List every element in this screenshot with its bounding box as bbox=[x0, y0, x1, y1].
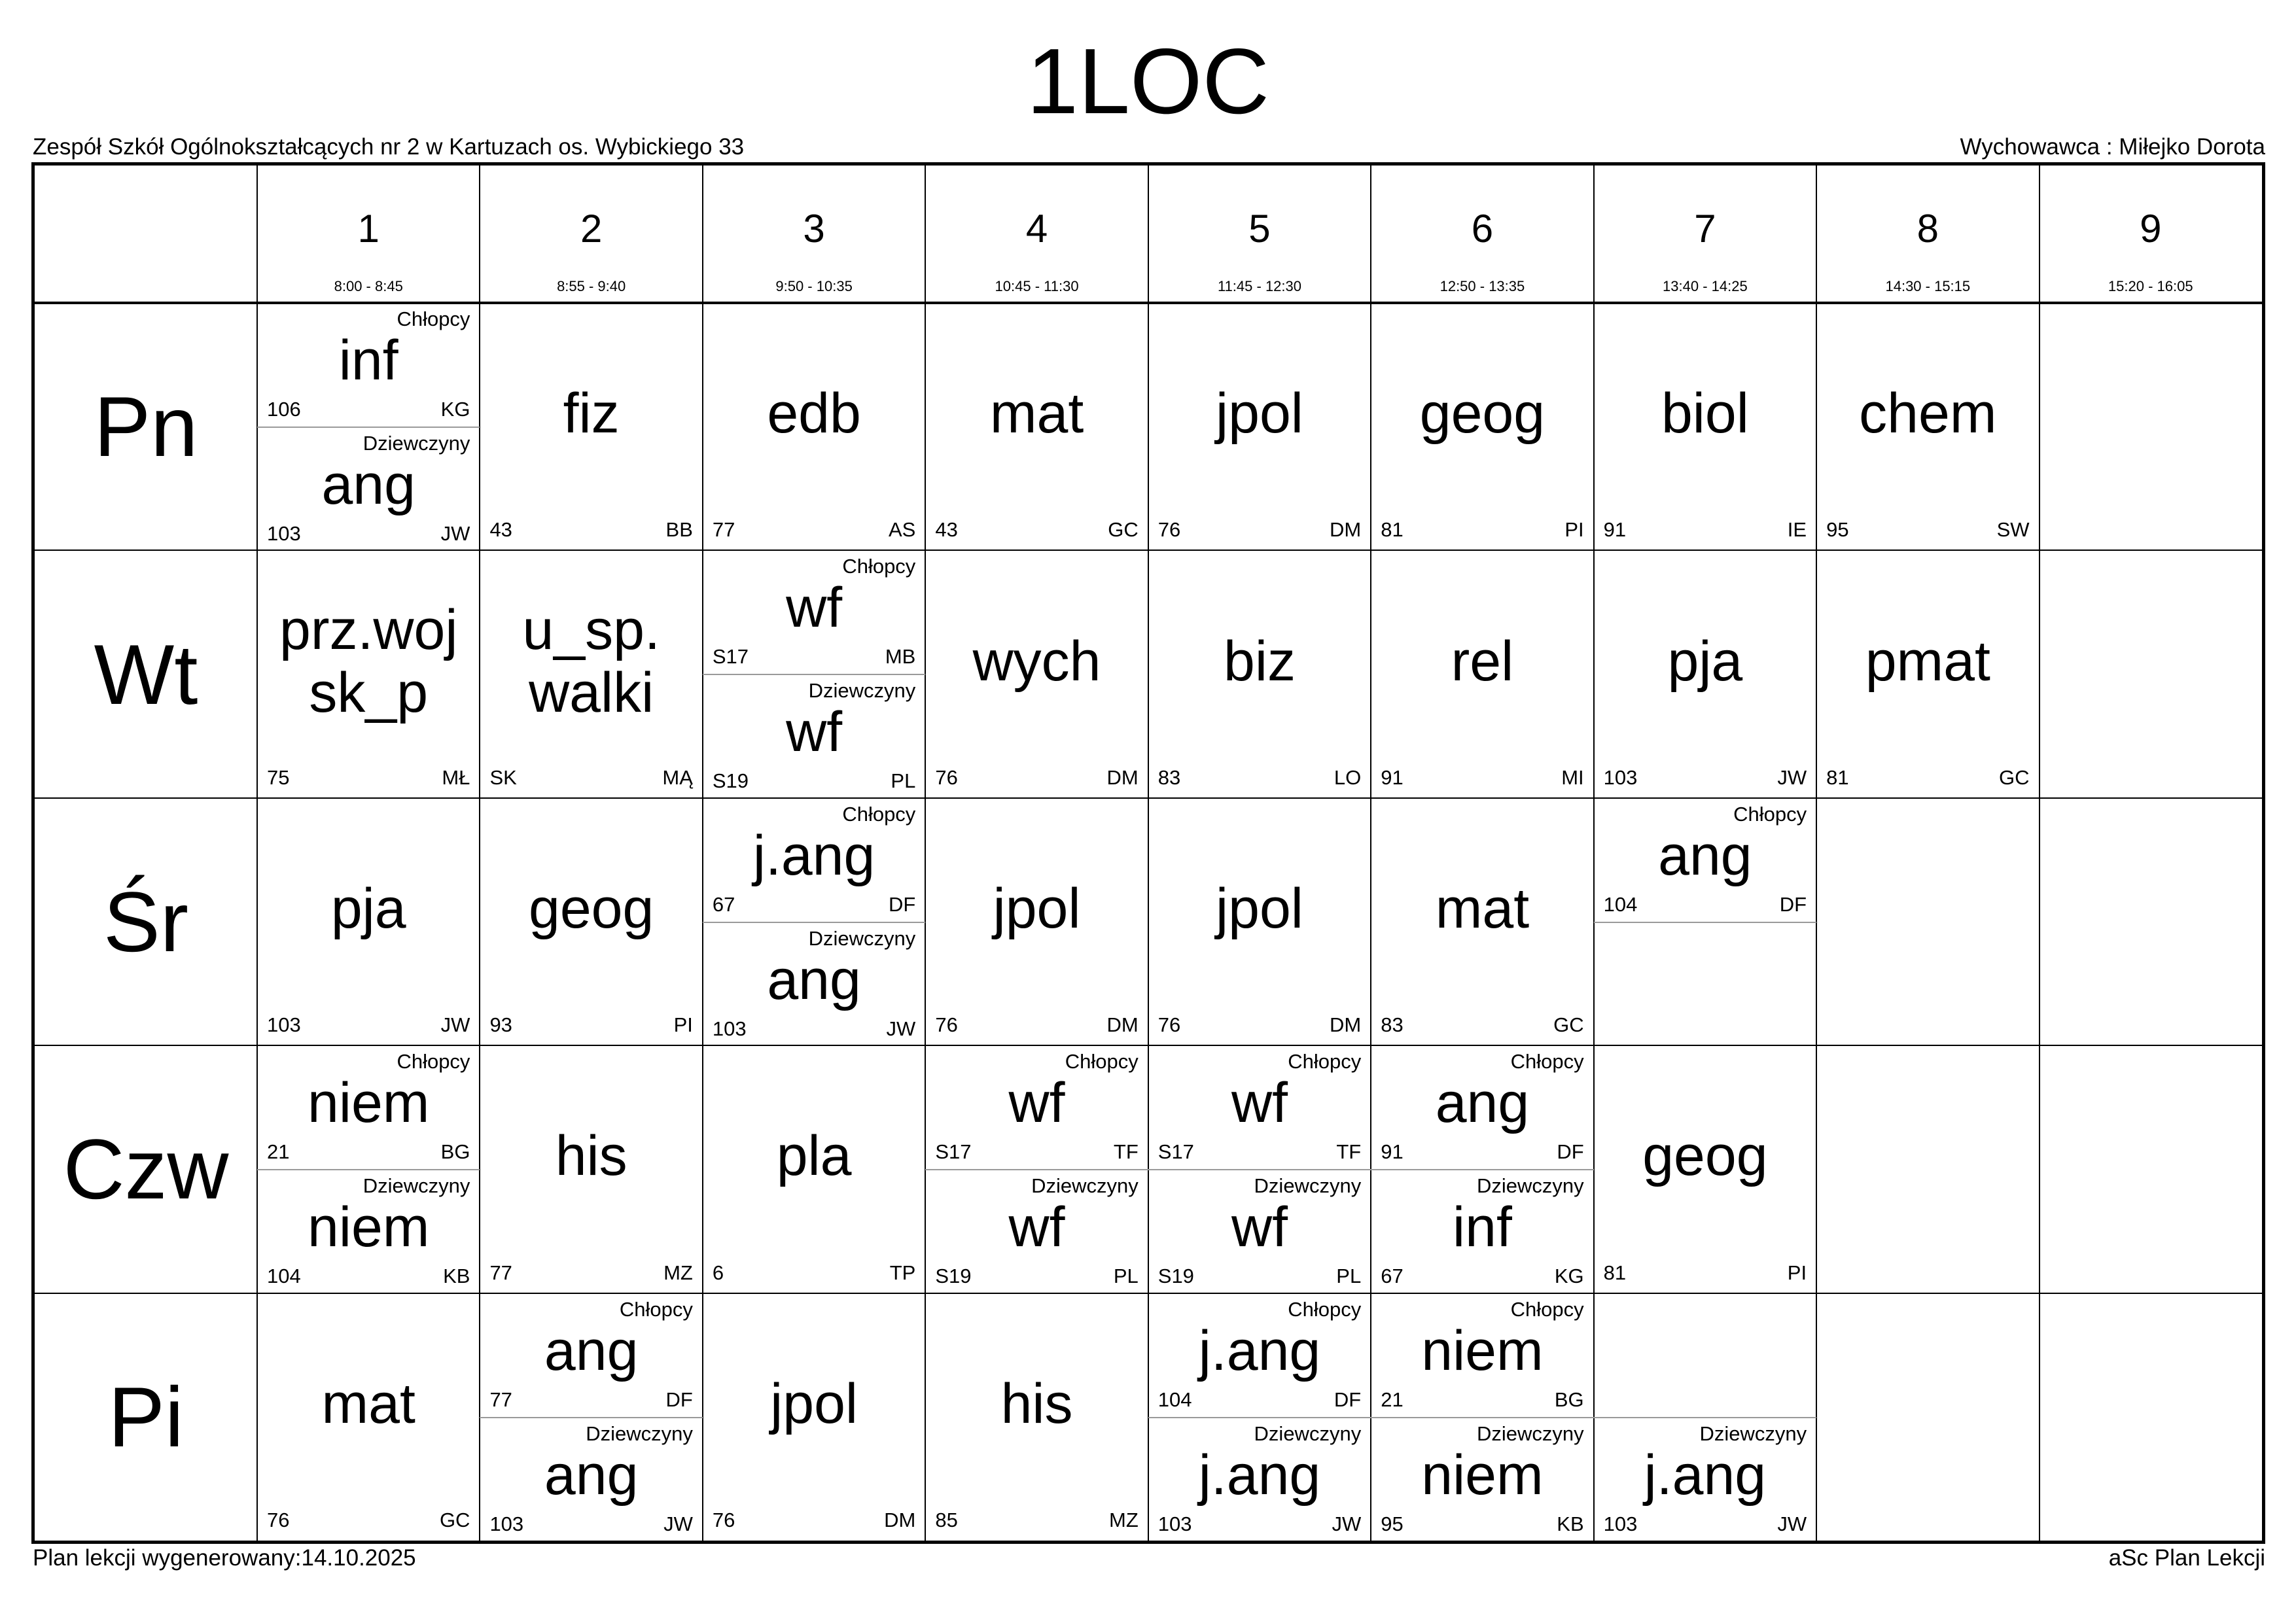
teacher-code: PL bbox=[891, 769, 916, 793]
subject-name: ang bbox=[1658, 824, 1752, 887]
lesson-cell bbox=[1816, 303, 2039, 550]
lesson-cell bbox=[1371, 303, 1593, 550]
group-label: Dziewczyny bbox=[1699, 1422, 1807, 1445]
lesson-cell bbox=[1371, 550, 1593, 797]
subject-name: jpol bbox=[1216, 382, 1303, 445]
subject-name: niem bbox=[308, 1196, 430, 1259]
group-lesson bbox=[1148, 1418, 1371, 1542]
group-lesson bbox=[1371, 1293, 1593, 1418]
room-number: 43 bbox=[935, 518, 958, 542]
empty-cell bbox=[2040, 1293, 2262, 1541]
room-number: S17 bbox=[1157, 1140, 1194, 1164]
group-label: Dziewczyny bbox=[1254, 1422, 1362, 1445]
teacher-code: PI bbox=[1787, 1261, 1807, 1284]
teacher-code: DF bbox=[888, 892, 916, 916]
subject-name: biol bbox=[1661, 382, 1749, 445]
teacher-code: JW bbox=[1777, 1512, 1807, 1535]
lesson-cell bbox=[925, 798, 1148, 1045]
period-time: 12:50 - 13:35 bbox=[1439, 278, 1525, 294]
room-number: 83 bbox=[1381, 1013, 1404, 1037]
subject-name: his bbox=[1000, 1372, 1073, 1435]
lesson-cell bbox=[257, 550, 480, 797]
subject-name: fiz bbox=[563, 382, 620, 445]
teacher-code: TF bbox=[1336, 1140, 1362, 1164]
room-number: SK bbox=[489, 765, 517, 789]
day-label: Wt bbox=[94, 626, 198, 722]
room-number: S17 bbox=[712, 645, 749, 669]
period-number: 6 bbox=[1471, 207, 1494, 251]
group-lesson bbox=[257, 427, 480, 551]
empty-cell bbox=[2040, 303, 2262, 550]
group-label: Dziewczyny bbox=[586, 1422, 693, 1445]
teacher-code: DF bbox=[1779, 892, 1807, 916]
teacher-code: MB bbox=[885, 645, 916, 669]
subject-name: edb bbox=[767, 382, 861, 445]
teacher-code: JW bbox=[886, 1017, 916, 1040]
group-lesson bbox=[480, 1293, 702, 1418]
group-label: Dziewczyny bbox=[1477, 1174, 1584, 1198]
room-number: S19 bbox=[712, 769, 749, 793]
group-lesson bbox=[257, 1045, 480, 1170]
subject-name: wf bbox=[1231, 1196, 1288, 1259]
group-label: Dziewczyny bbox=[1254, 1174, 1362, 1198]
group-label: Chłopcy bbox=[842, 555, 916, 578]
lesson-cell bbox=[1371, 798, 1593, 1045]
teacher-code: DF bbox=[1557, 1140, 1584, 1164]
period-time: 8:00 - 8:45 bbox=[334, 278, 403, 294]
subject-name: ang bbox=[544, 1319, 639, 1382]
lesson-cell bbox=[1594, 1293, 1816, 1541]
group-label: Chłopcy bbox=[842, 802, 916, 826]
teacher-code: MĄ bbox=[662, 765, 693, 789]
teacher-code: MŁ bbox=[442, 765, 470, 789]
subject-name: geog bbox=[528, 877, 654, 940]
teacher-code: GC bbox=[1553, 1013, 1584, 1037]
day-label: Czw bbox=[63, 1121, 229, 1217]
group-lesson bbox=[1371, 1418, 1593, 1542]
room-number: 104 bbox=[1157, 1387, 1192, 1411]
subject-name: wf bbox=[1008, 1072, 1065, 1135]
day-cell bbox=[35, 798, 257, 1045]
teacher-code: KG bbox=[440, 398, 470, 421]
teacher-code: DM bbox=[1106, 1013, 1139, 1037]
subject-name: u_sp. walki bbox=[522, 598, 660, 724]
group-lesson bbox=[1371, 1170, 1593, 1294]
empty-cell bbox=[1816, 798, 2039, 1045]
generated-date: Plan lekcji wygenerowany:14.10.2025 bbox=[33, 1545, 416, 1571]
teacher-code: DF bbox=[1333, 1387, 1362, 1411]
period-number: 1 bbox=[357, 207, 380, 251]
teacher-code: DM bbox=[1329, 1013, 1362, 1037]
period-time: 15:20 - 16:05 bbox=[2108, 278, 2193, 294]
teacher-code: JW bbox=[663, 1512, 693, 1535]
subject-name: biz bbox=[1224, 629, 1296, 693]
teacher-code: JW bbox=[1777, 765, 1807, 789]
subject-name: mat bbox=[1435, 877, 1530, 940]
period-number: 2 bbox=[580, 207, 603, 251]
teacher-code: DM bbox=[1106, 765, 1139, 789]
room-number: 103 bbox=[489, 1512, 524, 1535]
lesson-cell bbox=[1148, 303, 1371, 550]
room-number: 76 bbox=[935, 1013, 958, 1037]
room-number: 103 bbox=[712, 1017, 747, 1040]
room-number: 6 bbox=[712, 1261, 724, 1284]
group-lesson bbox=[925, 1045, 1148, 1170]
room-number: S19 bbox=[935, 1265, 972, 1288]
teacher-code: GC bbox=[1108, 518, 1139, 542]
room-number: 95 bbox=[1826, 518, 1849, 542]
teacher-code: BG bbox=[1554, 1387, 1584, 1411]
period-time: 14:30 - 15:15 bbox=[1885, 278, 1971, 294]
teacher-code: KB bbox=[443, 1265, 470, 1288]
teacher-code: PL bbox=[1336, 1265, 1362, 1288]
lesson-cell bbox=[480, 550, 702, 797]
room-number: 95 bbox=[1381, 1512, 1404, 1535]
group-label: Chłopcy bbox=[1510, 1050, 1584, 1073]
period-header bbox=[257, 166, 480, 303]
teacher-code: PI bbox=[673, 1013, 693, 1037]
room-number: 104 bbox=[1603, 892, 1638, 916]
lesson-cell bbox=[703, 1045, 925, 1293]
subject-name: pja bbox=[1667, 629, 1743, 693]
teacher-code: AS bbox=[888, 518, 916, 542]
subject-name: j.ang bbox=[752, 824, 875, 887]
subject-name: pja bbox=[330, 877, 406, 940]
lesson-cell bbox=[257, 798, 480, 1045]
subject-name: niem bbox=[1421, 1319, 1544, 1382]
room-number: 77 bbox=[489, 1261, 512, 1284]
teacher-code: DM bbox=[1329, 518, 1362, 542]
group-lesson bbox=[703, 798, 925, 922]
lesson-cell bbox=[1594, 303, 1816, 550]
subject-name: prz.woj sk_p bbox=[279, 598, 458, 724]
period-header bbox=[1816, 166, 2039, 303]
group-lesson bbox=[1594, 1418, 1816, 1542]
room-number: 21 bbox=[267, 1140, 290, 1164]
timetable-grid bbox=[31, 162, 2265, 1544]
subject-name: ang bbox=[544, 1443, 639, 1507]
teacher-code: DF bbox=[665, 1387, 693, 1411]
period-number: 5 bbox=[1248, 207, 1271, 251]
period-header bbox=[1594, 166, 1816, 303]
group-label: Chłopcy bbox=[1288, 1297, 1362, 1321]
room-number: 91 bbox=[1381, 765, 1404, 789]
lesson-cell bbox=[925, 1293, 1148, 1541]
room-number: 75 bbox=[267, 765, 290, 789]
subject-name: chem bbox=[1859, 382, 1997, 445]
room-number: 81 bbox=[1381, 518, 1404, 542]
room-number: 76 bbox=[712, 1508, 735, 1531]
subject-name: wych bbox=[972, 629, 1101, 693]
group-lesson bbox=[1148, 1045, 1371, 1170]
teacher-code: SW bbox=[1996, 518, 2030, 542]
page-title: 1LOC bbox=[1027, 29, 1269, 133]
group-lesson bbox=[703, 674, 925, 799]
lesson-cell bbox=[703, 303, 925, 550]
lesson-cell bbox=[257, 303, 480, 550]
room-number: 104 bbox=[267, 1265, 301, 1288]
room-number: 83 bbox=[1157, 765, 1181, 789]
room-number: 77 bbox=[489, 1387, 512, 1411]
period-time: 11:45 - 12:30 bbox=[1217, 278, 1301, 294]
day-cell bbox=[35, 550, 257, 797]
room-number: 106 bbox=[267, 398, 301, 421]
subject-name: j.ang bbox=[1198, 1319, 1321, 1382]
teacher-code: MI bbox=[1561, 765, 1584, 789]
school-name: Zespół Szkół Ogólnokształcących nr 2 w Kartuzach os. Wybickiego 33 bbox=[33, 134, 745, 160]
lesson-cell bbox=[480, 303, 702, 550]
teacher-code: BG bbox=[440, 1140, 470, 1164]
teacher-code: BB bbox=[665, 518, 693, 542]
period-time: 10:45 - 11:30 bbox=[995, 278, 1079, 294]
group-label: Chłopcy bbox=[619, 1297, 693, 1321]
group-label: Dziewczyny bbox=[362, 1174, 470, 1198]
period-header bbox=[480, 166, 702, 303]
lesson-cell bbox=[480, 1293, 702, 1541]
room-number: 76 bbox=[267, 1508, 290, 1531]
lesson-cell bbox=[1816, 550, 2039, 797]
teacher-code: GC bbox=[439, 1508, 470, 1531]
room-number: 43 bbox=[489, 518, 512, 542]
lesson-cell bbox=[1148, 550, 1371, 797]
period-header bbox=[1148, 166, 1371, 303]
period-time: 13:40 - 14:25 bbox=[1663, 278, 1748, 294]
subject-name: mat bbox=[321, 1372, 415, 1435]
subject-name: jpol bbox=[993, 877, 1081, 940]
subject-name: pla bbox=[776, 1125, 852, 1188]
lesson-cell bbox=[1594, 798, 1816, 1045]
empty-cell bbox=[2040, 550, 2262, 797]
subject-name: niem bbox=[1421, 1443, 1544, 1507]
day-cell bbox=[35, 1045, 257, 1293]
lesson-cell bbox=[1148, 1293, 1371, 1541]
subject-name: niem bbox=[308, 1072, 430, 1135]
group-lesson bbox=[257, 1170, 480, 1294]
teacher-code: GC bbox=[1999, 765, 2030, 789]
group-lesson bbox=[1594, 798, 1816, 922]
subject-name: inf bbox=[1453, 1196, 1512, 1259]
subject-name: jpol bbox=[770, 1372, 858, 1435]
subject-name: wf bbox=[1231, 1072, 1288, 1135]
lesson-cell bbox=[257, 1293, 480, 1541]
teacher-code: JW bbox=[1332, 1512, 1362, 1535]
teacher-code: LO bbox=[1333, 765, 1362, 789]
lesson-cell bbox=[1371, 1045, 1593, 1293]
teacher-code: IE bbox=[1787, 518, 1807, 542]
room-number: 67 bbox=[1381, 1265, 1404, 1288]
subject-name: wf bbox=[786, 576, 843, 640]
period-header bbox=[703, 166, 925, 303]
teacher-code: MZ bbox=[1109, 1508, 1139, 1531]
lesson-cell bbox=[1594, 1045, 1816, 1293]
group-label: Chłopcy bbox=[1733, 802, 1807, 826]
lesson-cell bbox=[1371, 1293, 1593, 1541]
lesson-cell bbox=[480, 1045, 702, 1293]
period-number: 7 bbox=[1694, 207, 1716, 251]
subject-name: ang bbox=[1435, 1072, 1530, 1135]
room-number: 76 bbox=[1157, 518, 1181, 542]
empty-cell bbox=[1816, 1293, 2039, 1541]
room-number: 81 bbox=[1603, 1261, 1627, 1284]
subject-name: j.ang bbox=[1198, 1443, 1321, 1507]
subject-name: jpol bbox=[1216, 877, 1303, 940]
subject-name: j.ang bbox=[1644, 1443, 1767, 1507]
group-lesson bbox=[1148, 1293, 1371, 1418]
group-lesson bbox=[703, 550, 925, 674]
subject-name: ang bbox=[321, 453, 415, 516]
teacher-code: PL bbox=[1113, 1265, 1139, 1288]
room-number: 85 bbox=[935, 1508, 958, 1531]
group-lesson bbox=[480, 1418, 702, 1542]
room-number: 103 bbox=[1603, 1512, 1638, 1535]
room-number: 67 bbox=[712, 892, 735, 916]
group-lesson bbox=[1371, 1045, 1593, 1170]
teacher-code: DM bbox=[884, 1508, 916, 1531]
room-number: S19 bbox=[1157, 1265, 1194, 1288]
lesson-cell bbox=[703, 798, 925, 1045]
period-number: 8 bbox=[1916, 207, 1939, 251]
empty-cell bbox=[2040, 798, 2262, 1045]
lesson-cell bbox=[1594, 550, 1816, 797]
teacher-code: PI bbox=[1564, 518, 1584, 542]
day-cell bbox=[35, 1293, 257, 1541]
teacher-code: TP bbox=[889, 1261, 916, 1284]
teacher-code: JW bbox=[440, 522, 470, 545]
room-number: 81 bbox=[1826, 765, 1849, 789]
period-number: 4 bbox=[1025, 207, 1048, 251]
period-time: 9:50 - 10:35 bbox=[775, 278, 853, 294]
group-label: Chłopcy bbox=[1510, 1297, 1584, 1321]
room-number: 103 bbox=[267, 522, 301, 545]
day-label: Śr bbox=[103, 873, 188, 969]
lesson-cell bbox=[925, 303, 1148, 550]
lesson-cell bbox=[1148, 798, 1371, 1045]
period-header bbox=[1371, 166, 1593, 303]
lesson-cell bbox=[480, 798, 702, 1045]
lesson-cell bbox=[925, 550, 1148, 797]
room-number: 77 bbox=[712, 518, 735, 542]
room-number: 93 bbox=[489, 1013, 512, 1037]
subject-name: geog bbox=[1419, 382, 1545, 445]
room-number: S17 bbox=[935, 1140, 972, 1164]
lesson-cell bbox=[257, 1045, 480, 1293]
group-label: Chłopcy bbox=[1065, 1050, 1139, 1073]
room-number: 103 bbox=[1603, 765, 1638, 789]
subject-name: ang bbox=[767, 948, 861, 1011]
period-number: 3 bbox=[803, 207, 825, 251]
period-header bbox=[2040, 166, 2262, 303]
subject-name: pmat bbox=[1865, 629, 1990, 693]
lesson-cell bbox=[1148, 1045, 1371, 1293]
room-number: 91 bbox=[1381, 1140, 1404, 1164]
group-label: Chłopcy bbox=[397, 1050, 470, 1073]
room-number: 76 bbox=[935, 765, 958, 789]
teacher-code: KG bbox=[1554, 1265, 1584, 1288]
room-number: 91 bbox=[1603, 518, 1627, 542]
subject-name: wf bbox=[1008, 1196, 1065, 1259]
empty-cell bbox=[2040, 1045, 2262, 1293]
room-number: 103 bbox=[1157, 1512, 1192, 1535]
lesson-cell bbox=[703, 550, 925, 797]
teacher-code: KB bbox=[1557, 1512, 1584, 1535]
group-lesson bbox=[925, 1170, 1148, 1294]
subject-name: his bbox=[555, 1125, 627, 1188]
subject-name: inf bbox=[338, 329, 398, 392]
subject-name: wf bbox=[786, 701, 843, 764]
lesson-cell bbox=[925, 1045, 1148, 1293]
group-label: Dziewczyny bbox=[362, 432, 470, 455]
subject-name: mat bbox=[989, 382, 1084, 445]
room-number: 21 bbox=[1381, 1387, 1404, 1411]
group-lesson bbox=[703, 922, 925, 1047]
period-number: 9 bbox=[2140, 207, 2162, 251]
group-label: Dziewczyny bbox=[1031, 1174, 1139, 1198]
group-lesson bbox=[1594, 922, 1816, 1047]
subject-name: rel bbox=[1451, 629, 1514, 693]
empty-cell bbox=[1816, 1045, 2039, 1293]
teacher-code: MZ bbox=[663, 1261, 693, 1284]
form-teacher: Wychowawca : Miłejko Dorota bbox=[1960, 134, 2265, 160]
group-lesson bbox=[1594, 1293, 1816, 1418]
day-label: Pn bbox=[94, 379, 198, 475]
group-label: Chłopcy bbox=[1288, 1050, 1362, 1073]
group-lesson bbox=[257, 303, 480, 427]
period-time: 8:55 - 9:40 bbox=[557, 278, 626, 294]
group-lesson bbox=[1148, 1170, 1371, 1294]
day-label: Pi bbox=[108, 1369, 184, 1465]
software-name: aSc Plan Lekcji bbox=[2108, 1545, 2265, 1571]
room-number: 76 bbox=[1157, 1013, 1181, 1037]
group-label: Dziewczyny bbox=[1477, 1422, 1584, 1445]
room-number: 103 bbox=[267, 1013, 301, 1037]
subject-name: geog bbox=[1642, 1125, 1768, 1188]
group-label: Dziewczyny bbox=[808, 926, 916, 950]
teacher-code: TF bbox=[1113, 1140, 1139, 1164]
lesson-cell bbox=[703, 1293, 925, 1541]
teacher-code: JW bbox=[440, 1013, 470, 1037]
group-label: Dziewczyny bbox=[808, 679, 916, 703]
period-header bbox=[925, 166, 1148, 303]
day-cell bbox=[35, 303, 257, 550]
group-label: Chłopcy bbox=[397, 307, 470, 330]
